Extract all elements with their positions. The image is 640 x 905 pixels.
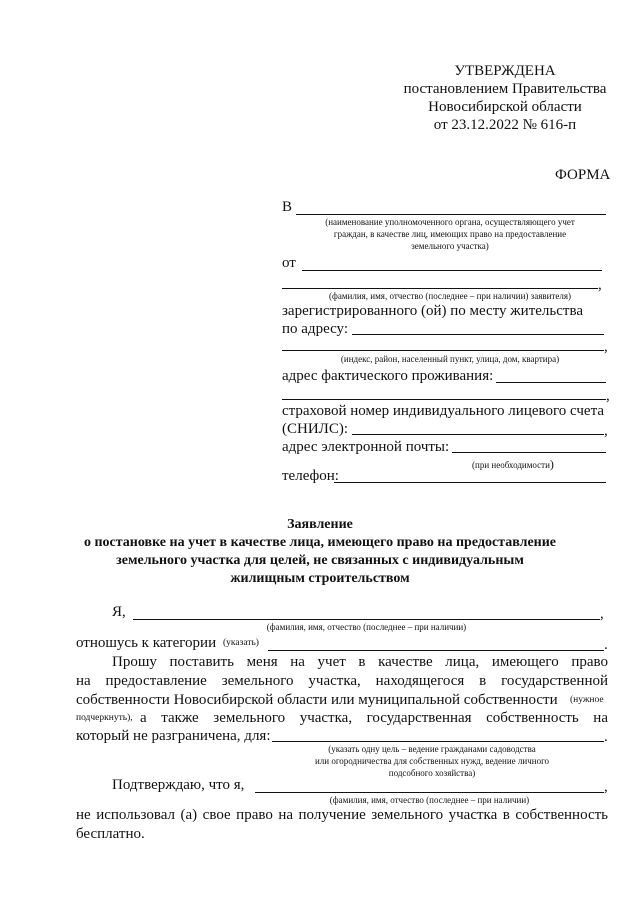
goal-hint-2: или огородничества для собственных нужд, ведение личного: [314, 756, 550, 766]
applicant-fio-hint: (фамилия, имя, отчество (последнее – при наличии): [266, 622, 467, 632]
email-hint-paren: ): [549, 457, 554, 471]
snils-line[interactable]: [352, 434, 604, 435]
registered-label-1: зарегистрированного (ой) по месту жительства: [282, 303, 583, 319]
approval-line-2: постановлением Правительства: [403, 81, 607, 97]
request-line-4: а также земельного участка, государственная собственность на: [140, 710, 608, 726]
email-hint-wrap: [472, 455, 554, 473]
confirm-fio-hint: (фамилия, имя, отчество (последнее – при наличии): [329, 795, 530, 805]
request-line-3: собственности Новосибирской области или муниципальной собственности: [76, 692, 558, 708]
request-underline-hint: (нужное: [570, 695, 604, 705]
category-hint: (указать): [223, 638, 259, 648]
from-line-2[interactable]: [282, 288, 598, 289]
snils-label-1: страховой номер индивидуального лицевого счета: [282, 403, 604, 419]
address-hint: (индекс, район, населенный пункт, улица, дом, квартира): [340, 354, 560, 364]
approval-title: УТВЕРЖДЕНА: [454, 63, 556, 79]
confirm-line-1: не использовал (а) свое право на получение земельного участка в собственность: [76, 807, 608, 823]
request-line-5: который не разграничена, для:: [76, 728, 271, 744]
document-subtitle-2: земельного участка для целей, не связанных с индивидуальным: [116, 553, 524, 568]
document-title: Заявление: [287, 517, 353, 532]
from-line-1[interactable]: [302, 270, 602, 271]
actual-address-line-1[interactable]: [496, 382, 606, 383]
from-comma: ,: [598, 277, 602, 293]
snils-label-2: (СНИЛС):: [282, 421, 349, 437]
i-prefix: Я,: [112, 604, 126, 620]
goal-line[interactable]: [272, 741, 604, 742]
i-comma: ,: [600, 606, 604, 622]
to-authority-line[interactable]: [296, 214, 606, 215]
approval-date-number: от 23.12.2022 № 616-п: [433, 117, 577, 133]
confirm-fio-line[interactable]: [255, 792, 604, 793]
registered-label-2: по адресу:: [282, 321, 349, 337]
registered-address-line-1[interactable]: [352, 334, 604, 335]
to-hint-2: граждан, в качестве лиц, имеющих право на предоставление: [333, 229, 567, 239]
goal-hint-3: подсобного хозяйства): [388, 768, 476, 778]
snils-comma: ,: [604, 423, 608, 439]
actual-comma: ,: [606, 388, 610, 404]
email-hint: (при необходимости: [472, 460, 550, 470]
email-label: адрес электронной почты:: [282, 439, 450, 455]
document-subtitle-1: о постановке на учет в качестве лица, имеющего право на предоставление: [83, 535, 557, 550]
applicant-fio-line[interactable]: [133, 619, 600, 620]
category-line[interactable]: [268, 650, 604, 651]
category-period: .: [604, 637, 608, 653]
request-line-2: на предоставление земельного участка, находящегося в государственной: [76, 673, 608, 689]
registered-comma: ,: [604, 339, 608, 355]
registered-address-line-2[interactable]: [282, 350, 604, 351]
request-underline-hint-2: подчеркнуть),: [76, 713, 133, 723]
document-subtitle-3: жилищным строительством: [230, 571, 410, 586]
applicant-name-hint: (фамилия, имя, отчество (последнее – при наличии) заявителя): [329, 291, 571, 301]
email-line[interactable]: [452, 452, 606, 453]
to-prefix: В: [282, 199, 293, 215]
goal-period: .: [604, 729, 608, 745]
goal-hint-1: (указать одну цель – ведение гражданами садоводства: [328, 744, 536, 754]
phone-line[interactable]: [334, 482, 606, 483]
form-label: ФОРМА: [555, 167, 611, 183]
confirm-label: Подтверждаю, что я,: [112, 777, 245, 793]
approval-line-3: Новосибирской области: [428, 99, 582, 115]
actual-address-line-2[interactable]: [282, 399, 606, 400]
confirm-line-2: бесплатно.: [76, 826, 145, 842]
phone-label: телефон:: [282, 468, 339, 484]
request-line-1: Прошу поставить меня на учет в качестве лица, имеющего право: [112, 654, 608, 670]
category-label: отношусь к категории: [76, 635, 217, 651]
to-hint-1: (наименование уполномоченного органа, осуществляющего учет: [325, 217, 575, 227]
confirm-comma: ,: [604, 779, 608, 795]
actual-address-label: адрес фактического проживания:: [282, 368, 494, 384]
from-prefix: от: [282, 255, 296, 271]
to-hint-3: земельного участка): [411, 241, 489, 251]
